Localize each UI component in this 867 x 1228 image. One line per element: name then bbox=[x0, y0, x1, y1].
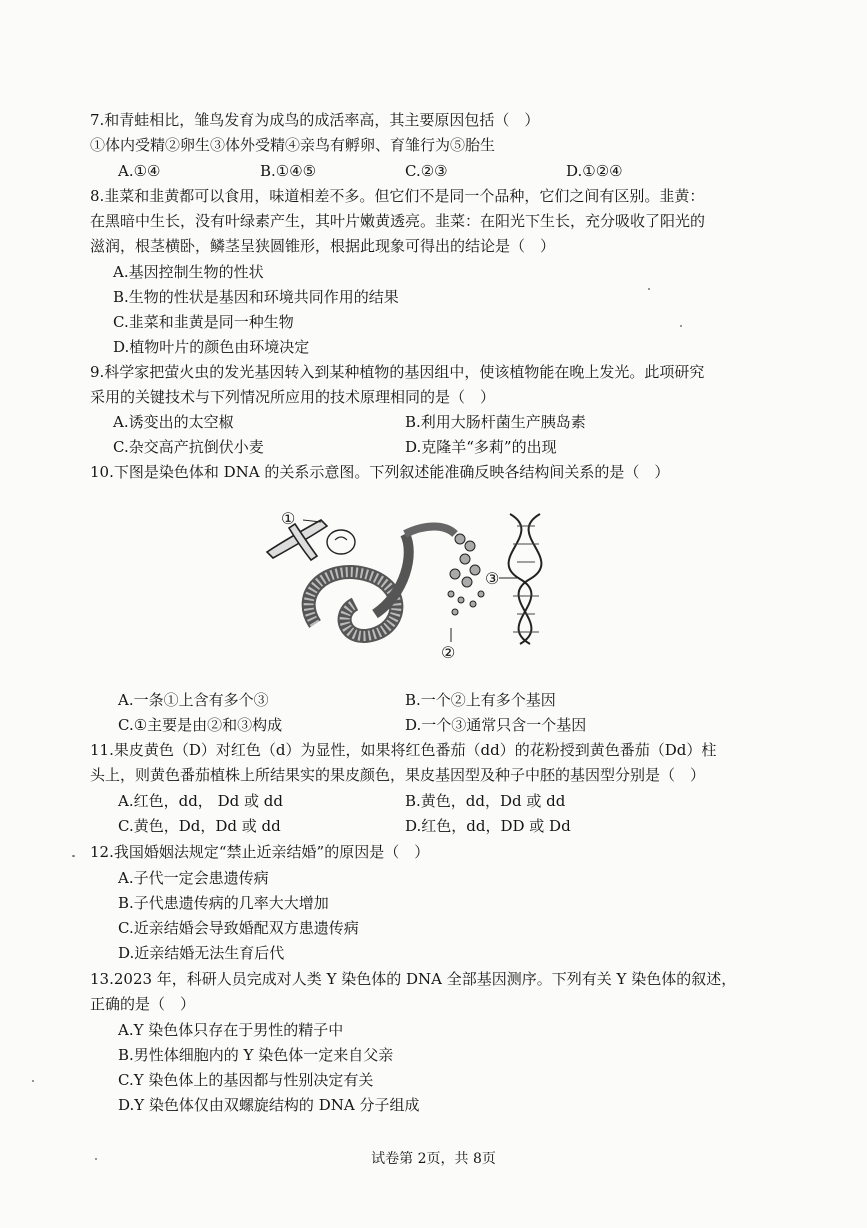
q10-stem: 10.下图是染色体和 DNA 的关系示意图。下列叙述能准确反映各结构间关系的是（ ） bbox=[90, 463, 670, 481]
q11-option-a: A.红色，dd， Dd 或 dd bbox=[118, 792, 283, 810]
figure-label-3: ③ bbox=[485, 569, 500, 588]
q8-stem-line2: 在黑暗中生长，没有叶绿素产生，其叶片嫩黄透亮。韭菜：在阳光下生长，充分吸收了阳光的 bbox=[90, 212, 706, 230]
q13-stem-line2: 正确的是（ ） bbox=[90, 995, 196, 1013]
q9-option-a: A.诱变出的太空椒 bbox=[113, 413, 234, 431]
q10-option-b: B.一个②上有多个基因 bbox=[405, 691, 556, 709]
q13-stem-line1: 13.2023 年，科研人员完成对人类 Y 染色体的 DNA 全部基因测序。下列有关 Y 染色体的叙述， bbox=[90, 970, 737, 988]
scan-speck bbox=[95, 1158, 97, 1160]
scan-speck bbox=[648, 288, 650, 290]
q12-option-b: B.子代患遗传病的几率大大增加 bbox=[118, 894, 329, 912]
q9-option-d: D.克隆羊“多莉”的出现 bbox=[405, 438, 557, 456]
q9-stem-line2: 采用的关键技术与下列情况所应用的技术原理相同的是（ ） bbox=[90, 388, 496, 406]
q12-option-a: A.子代一定会患遗传病 bbox=[118, 869, 269, 887]
q8-option-a: A.基因控制生物的性状 bbox=[113, 263, 264, 281]
page-footer: 试卷第 2页，共 8页 bbox=[371, 1151, 496, 1167]
q7-option-a: A.①④ bbox=[118, 162, 161, 180]
q10-option-c: C.①主要是由②和③构成 bbox=[118, 716, 283, 734]
q13-option-d: D.Y 染色体仅由双螺旋结构的 DNA 分子组成 bbox=[118, 1096, 420, 1114]
q11-option-b: B.黄色，dd，Dd 或 dd bbox=[405, 792, 566, 810]
q7-option-b: B.①④⑤ bbox=[260, 162, 317, 180]
q8-stem-line3: 滋润，根茎横卧，鳞茎呈狭圆锥形，根据此现象可得出的结论是（ ） bbox=[90, 237, 556, 255]
q9-stem-line1: 9.科学家把萤火虫的发光基因转入到某种植物的基因组中，使该植物能在晚上发光。此项研究 bbox=[90, 363, 705, 381]
scan-speck bbox=[72, 855, 75, 857]
chromosome-dna-illustration bbox=[255, 504, 575, 674]
q13-option-c: C.Y 染色体上的基因都与性别决定有关 bbox=[118, 1071, 374, 1089]
scan-speck bbox=[680, 325, 682, 327]
q10-option-a: A.一条①上含有多个③ bbox=[118, 691, 269, 709]
q11-option-d: D.红色，dd，DD 或 Dd bbox=[405, 817, 571, 835]
q11-stem-line2: 头上，则黄色番茄植株上所结果实的果皮颜色，果皮基因型及种子中胚的基因型分别是（ ） bbox=[90, 766, 706, 784]
scan-speck bbox=[32, 1080, 34, 1082]
q12-option-d: D.近亲结婚无法生育后代 bbox=[118, 944, 285, 962]
q8-option-b: B.生物的性状是基因和环境共同作用的结果 bbox=[113, 288, 399, 306]
q9-option-c: C.杂交高产抗倒伏小麦 bbox=[113, 438, 264, 456]
figure-label-2: ② bbox=[441, 643, 456, 662]
q7-option-c: C.②③ bbox=[405, 162, 448, 180]
q8-stem-line1: 8.韭菜和韭黄都可以食用，味道相差不多。但它们不是同一个品种，它们之间有区别。韭黄： bbox=[90, 187, 705, 205]
figure-label-1: ① bbox=[281, 509, 296, 528]
q8-option-c: C.韭菜和韭黄是同一种生物 bbox=[113, 313, 294, 331]
q13-option-b: B.男性体细胞内的 Y 染色体一定来自父亲 bbox=[118, 1046, 394, 1064]
chromosome-dna-figure bbox=[255, 504, 575, 674]
q7-stem-line2: ①体内受精②卵生③体外受精④亲鸟有孵卵、育雏行为⑤胎生 bbox=[90, 136, 496, 154]
q11-option-c: C.黄色，Dd，Dd 或 dd bbox=[118, 817, 281, 835]
q7-option-d: D.①②④ bbox=[566, 162, 623, 180]
q12-stem: 12.我国婚姻法规定“禁止近亲结婚”的原因是（ ） bbox=[90, 843, 430, 861]
q12-option-c: C.近亲结婚会导致婚配双方患遗传病 bbox=[118, 919, 359, 937]
q10-option-d: D.一个③通常只含一个基因 bbox=[405, 716, 587, 734]
q13-option-a: A.Y 染色体只存在于男性的精子中 bbox=[118, 1021, 344, 1039]
q8-option-d: D.植物叶片的颜色由环境决定 bbox=[113, 338, 310, 356]
q7-stem-line1: 7.和青蛙相比，雏鸟发育为成鸟的成活率高，其主要原因包括（ ） bbox=[90, 111, 540, 129]
q11-stem-line1: 11.果皮黄色（D）对红色（d）为显性，如果将红色番茄（dd）的花粉授到黄色番茄（Dd）柱 bbox=[90, 741, 717, 759]
q9-option-b: B.利用大肠杆菌生产胰岛素 bbox=[405, 413, 586, 431]
